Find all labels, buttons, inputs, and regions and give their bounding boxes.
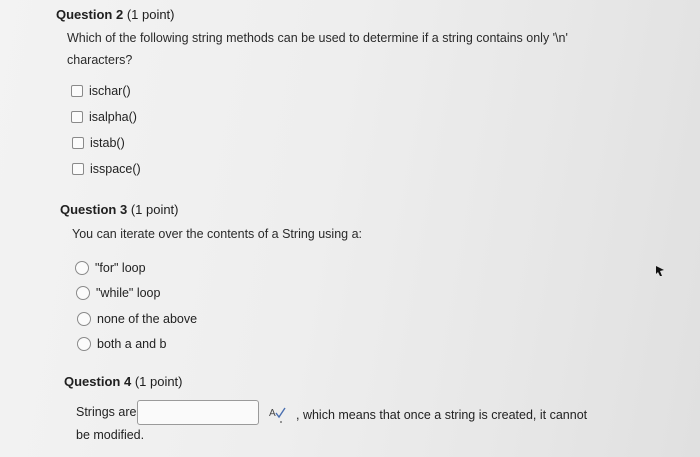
question-2-prompt-line1: Which of the following string methods can be used to determine if a string contains only '\n' xyxy=(67,31,568,45)
checkbox[interactable] xyxy=(72,163,84,175)
question-3-option-none[interactable] xyxy=(77,312,197,326)
question-4-text-before: Strings are xyxy=(76,405,137,419)
radio-button[interactable] xyxy=(75,261,89,275)
question-4-text-after: , which means that once a string is created, it cannot xyxy=(296,408,588,422)
checkbox[interactable] xyxy=(71,85,83,97)
question-4-points: (1 point) xyxy=(134,374,183,389)
question-4-title xyxy=(64,374,183,389)
spellcheck-icon[interactable] xyxy=(268,405,286,425)
question-4-answer-input[interactable] xyxy=(137,400,259,425)
question-2-prompt-line2: characters? xyxy=(67,53,133,67)
question-4-number: Question 4 xyxy=(64,374,132,389)
question-3-title xyxy=(60,202,179,217)
svg-text:A: A xyxy=(269,408,276,419)
question-2-prompt xyxy=(67,27,667,71)
question-3-option-for-loop[interactable] xyxy=(75,261,146,275)
option-label: none of the above xyxy=(97,312,198,326)
mouse-cursor-icon xyxy=(655,265,665,277)
question-3-number: Question 3 xyxy=(60,202,128,217)
option-label: istab() xyxy=(90,136,125,150)
question-2-option-ischar[interactable] xyxy=(71,84,131,98)
question-2-option-istab[interactable] xyxy=(72,136,125,150)
radio-button[interactable] xyxy=(77,337,91,351)
question-4-text-line2: be modified. xyxy=(76,428,145,442)
checkbox[interactable] xyxy=(72,137,84,149)
checkbox[interactable] xyxy=(71,111,83,123)
question-2-option-isalpha[interactable] xyxy=(71,110,137,124)
radio-button[interactable] xyxy=(77,312,91,326)
option-label: isspace() xyxy=(90,162,141,176)
question-2-title xyxy=(56,7,175,22)
question-3-prompt: You can iterate over the contents of a String using a: xyxy=(72,227,363,241)
question-3-option-while-loop[interactable] xyxy=(76,286,160,300)
question-2-option-isspace[interactable] xyxy=(72,162,141,176)
question-2-points: (1 point) xyxy=(126,7,175,22)
option-label: "while" loop xyxy=(96,286,161,300)
option-label: ischar() xyxy=(89,84,131,98)
option-label: both a and b xyxy=(97,337,167,351)
radio-button[interactable] xyxy=(76,286,90,300)
option-label: isalpha() xyxy=(89,110,137,124)
question-2-number: Question 2 xyxy=(56,7,124,22)
option-label: "for" loop xyxy=(95,261,146,275)
question-3-points: (1 point) xyxy=(130,202,179,217)
question-3-option-both[interactable] xyxy=(77,337,167,351)
